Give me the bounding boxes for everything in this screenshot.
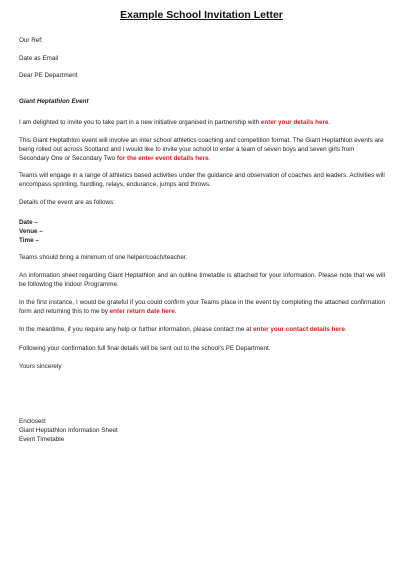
paragraph-information-sheet: An information sheet regarding Giant Heptathlon and an outline timetable is attached for your information. Please note that we will be following the Indoor Programme. — [19, 272, 385, 288]
salutation: Dear PE Department — [19, 72, 78, 79]
paragraph-event-description — [19, 136, 385, 163]
details-intro: Details of the event are as follows: — [19, 199, 115, 206]
time-label: Time – — [19, 237, 39, 244]
placeholder-return-date: enter return date here — [109, 308, 175, 315]
paragraph-confirmation-text: In the first instance, I would be grateful if you could confirm your Teams place in the event by completing the attached confirmation form and returning this to me by — [19, 299, 385, 315]
placeholder-your-details: enter your details here — [260, 119, 329, 126]
event-name-heading: Giant Heptathlon Event — [19, 98, 89, 105]
enclosure-timetable: Event Timetable — [19, 436, 65, 443]
placeholder-event-details: for the enter event details here — [116, 155, 209, 162]
paragraph-contact-text: In the meantime, if you require any help or further information, please contact me at — [19, 326, 254, 333]
closing: Yours sincerely — [19, 363, 62, 370]
paragraph-intro-text: I am delighted to invite you to take part in a new initiative organised in partnership with — [19, 119, 261, 126]
venue-label: Venue – — [19, 228, 43, 235]
letter-title: Example School Invitation Letter — [120, 9, 283, 21]
date-label: Date – — [19, 219, 38, 226]
placeholder-contact-details: enter your contact details here — [253, 326, 345, 333]
paragraph-confirmation-end: . — [174, 308, 177, 315]
paragraph-intro — [19, 118, 385, 127]
paragraph-final-details: Following your confirmation full final details will be sent out to the school's PE Department. — [19, 345, 271, 352]
paragraph-event-end: . — [208, 155, 211, 162]
paragraph-contact-end: . — [344, 326, 347, 333]
paragraph-confirmation — [19, 298, 385, 316]
paragraph-activities: Teams will engage in a range of athletics based activities under the guidance and observation of coaches and leaders. Activities will encompass sprinting, hurdling, relays, endurance, jumps and throws. — [19, 172, 385, 188]
paragraph-intro-end: . — [328, 119, 331, 126]
enclosed-label: Enclosed: — [19, 418, 47, 425]
paragraph-helpers: Teams should bring a minimum of one helper/coach/teacher. — [19, 254, 188, 261]
our-ref: Our Ref: — [19, 37, 43, 44]
paragraph-event-text: This Giant Heptathlon event will involve an inter school athletics coaching and competition format. The Giant Heptathlon events are being rolled out across Scotland and I would like to invite your school to enter a team of seven boys and seven girls from Secondary One or Secondary Two — [19, 137, 384, 162]
enclosure-info-sheet: Giant Heptathlon Information Sheet — [19, 427, 118, 434]
date-line: Date as Email — [19, 55, 59, 62]
paragraph-contact — [19, 325, 385, 334]
